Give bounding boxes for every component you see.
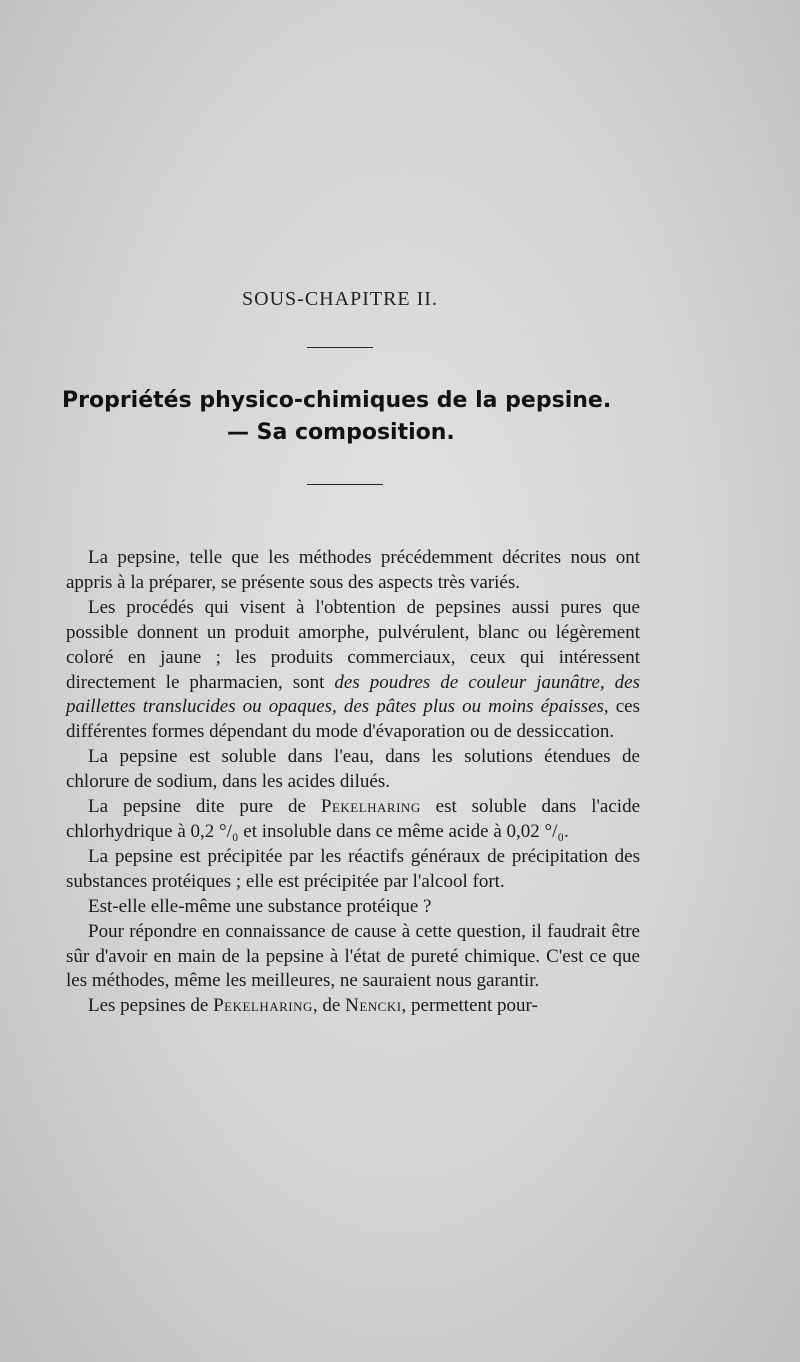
paragraph-4-text-a: La pepsine dite pure de	[88, 796, 321, 818]
paragraph-8-text-mid: , de	[312, 995, 346, 1017]
separator-rule-bottom	[307, 484, 383, 485]
paragraph-8-text-a: Les pepsines de	[88, 995, 214, 1017]
paragraph-1: La pepsine, telle que les méthodes précédemment décrites nous ont appris à la préparer, se présente sous des aspects très variés.	[66, 547, 640, 593]
paragraph-7: Pour répondre en connaissance de cause à cette question, il faudrait être sûr d'avoir en main de la pepsine à l'état de pureté chimique. C'est ce que les méthodes, même les meilleures, ne sauraient nous garantir.	[66, 920, 640, 992]
paragraph-8	[66, 994, 640, 1019]
separator-rule-top	[307, 347, 373, 348]
paragraph-4	[66, 795, 640, 845]
paragraph-2-italic: des poudres de couleur jaunâtre, des paillettes translucides ou opaques, des pâtes plus ou moins épaisses	[66, 671, 640, 718]
chapter-heading: SOUS-CHAPITRE II.	[242, 288, 438, 310]
section-title	[62, 385, 632, 449]
paragraph-5: La pepsine est précipitée par les réactifs généraux de précipitation des substances protéiques ; elle est précipitée par l'alcool fort.	[66, 845, 640, 892]
paragraph-4-text-b: est soluble dans l'acide chlorhydrique à 0,2 °/₀ et insoluble dans ce même acide à 0,02 °/₀.	[66, 796, 640, 842]
paragraph-2	[66, 596, 640, 745]
body-text	[66, 546, 640, 1019]
section-title-line-1: Propriétés physico-chimiques de la pepsine.	[62, 388, 612, 413]
paragraph-2-text-a: Les procédés qui visent à l'obtention de pepsines aussi pures que possible donnent un produit amorphe, pulvérulent, blanc ou légèrement coloré en jaune ; les produits commerciaux, ceux qui intéressent directement le pharmacien, sont	[66, 596, 640, 693]
paragraph-6: Est-elle elle-même une substance protéique ?	[88, 895, 432, 917]
author-name-nencki: Nencki	[345, 995, 402, 1017]
paragraph-2-text-b: , ces différentes formes dépendant du mode d'évaporation ou de dessiccation.	[66, 696, 640, 743]
author-name-pekelharing-2: Pekelharing	[213, 995, 313, 1017]
author-name-pekelharing: Pekelharing	[320, 796, 421, 818]
section-title-line-2: — Sa composition.	[227, 420, 455, 445]
paragraph-8-text-b: , permettent pour-	[401, 995, 538, 1017]
paragraph-3: La pepsine est soluble dans l'eau, dans les solutions étendues de chlorure de sodium, dans les acides dilués.	[66, 746, 640, 793]
